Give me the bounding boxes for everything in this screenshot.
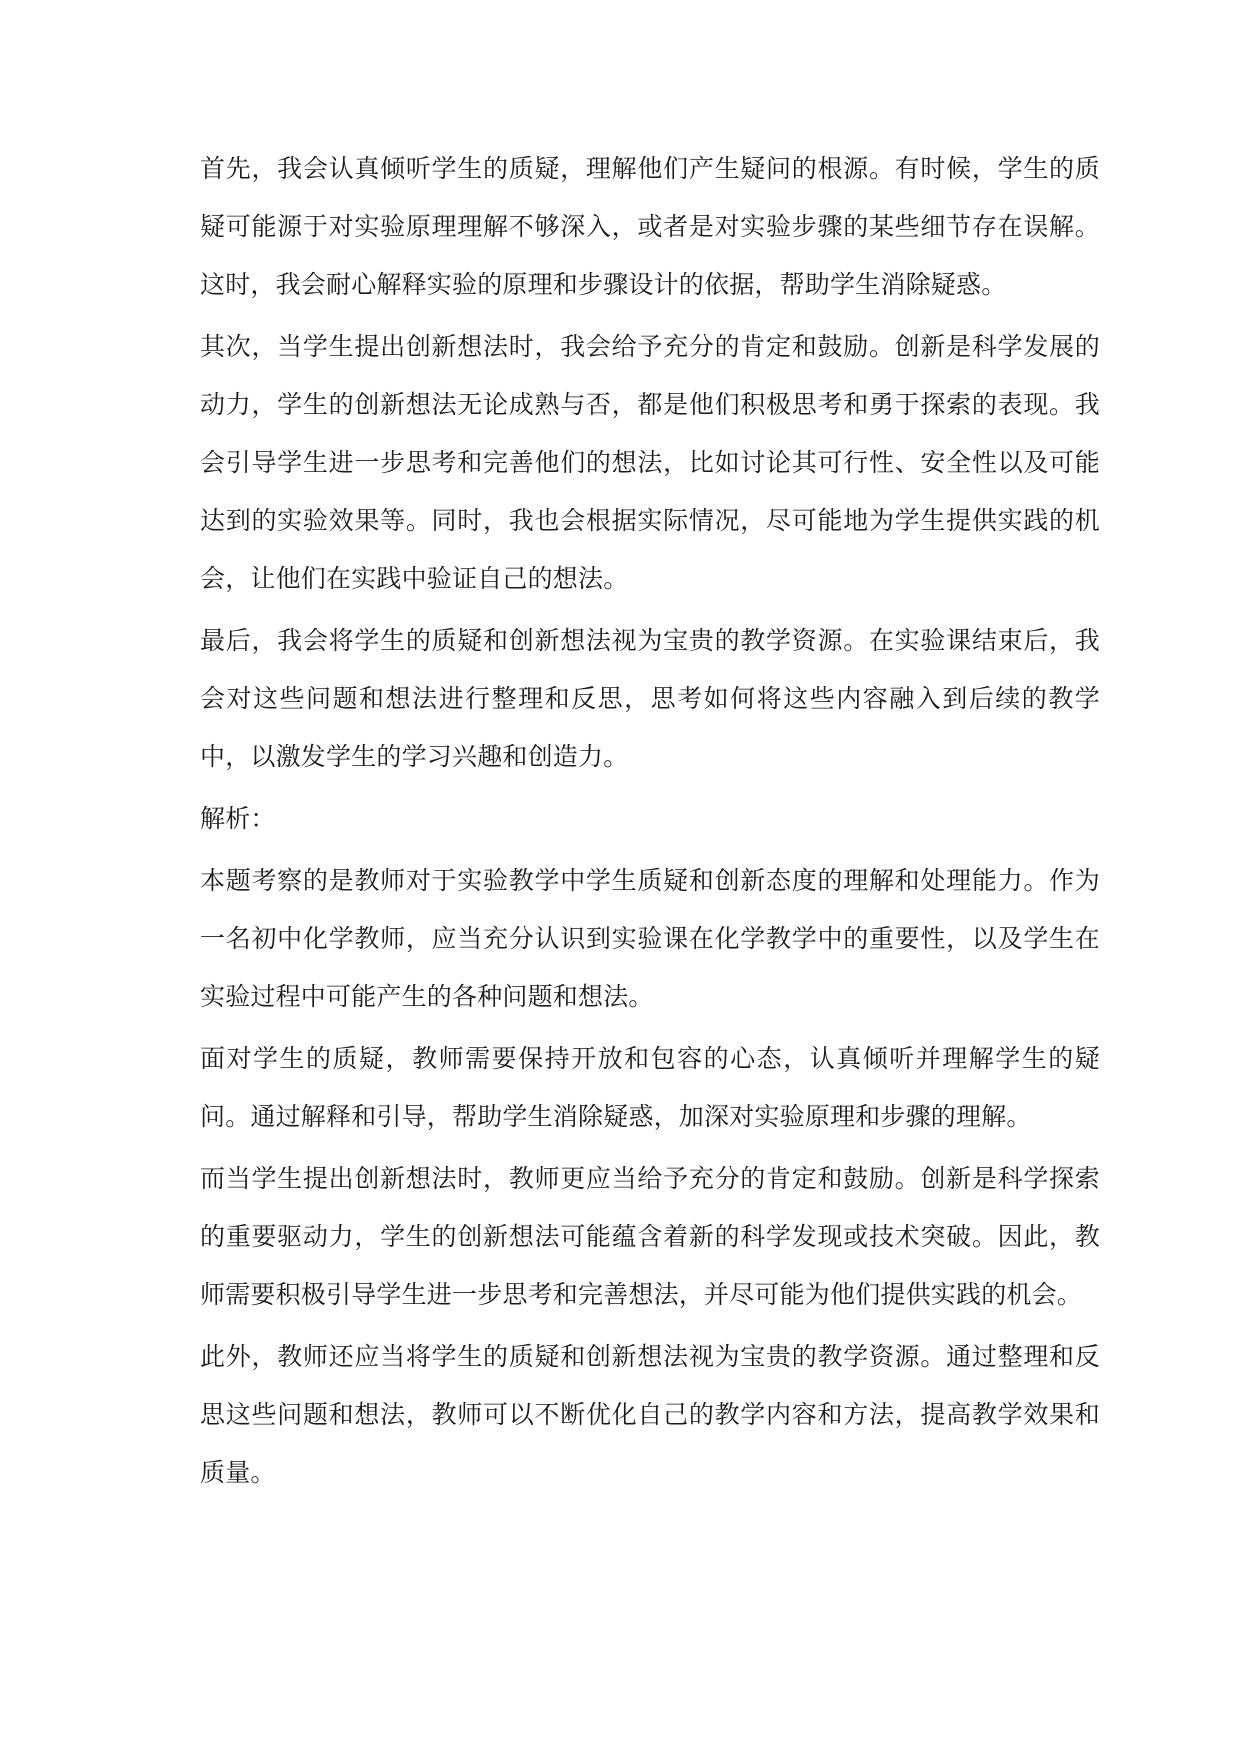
analysis-label: 解析： <box>200 804 276 833</box>
document-body <box>200 140 1100 1506</box>
analysis-paragraph-3: 而当学生提出创新想法时，教师更应当给予充分的肯定和鼓励。创新是科学探索的重要驱动力，学生的创新想法可能蕴含着新的科学发现或技术突破。因此，教师需要积极引导学生进一步思考和完善想法，并尽可能为他们提供实践的机会。 <box>200 1164 1100 1309</box>
answer-paragraph-1: 首先，我会认真倾听学生的质疑，理解他们产生疑问的根源。有时候，学生的质疑可能源于对实验原理理解不够深入，或者是对实验步骤的某些细节存在误解。这时，我会耐心解释实验的原理和步骤设计的依据，帮助学生消除疑惑。 <box>200 154 1100 299</box>
analysis-paragraph-4: 此外，教师还应当将学生的质疑和创新想法视为宝贵的教学资源。通过整理和反思这些问题和想法，教师可以不断优化自己的教学内容和方法，提高教学效果和质量。 <box>200 1342 1100 1487</box>
answer-paragraph-3: 最后，我会将学生的质疑和创新想法视为宝贵的教学资源。在实验课结束后，我会对这些问题和想法进行整理和反思，思考如何将这些内容融入到后续的教学中，以激发学生的学习兴趣和创造力。 <box>200 626 1100 771</box>
answer-paragraph-2: 其次，当学生提出创新想法时，我会给予充分的肯定和鼓励。创新是科学发展的动力，学生的创新想法无论成熟与否，都是他们积极思考和勇于探索的表现。我会引导学生进一步思考和完善他们的想法，比如讨论其可行性、安全性以及可能达到的实验效果等。同时，我也会根据实际情况，尽可能地为学生提供实践的机会，让他们在实践中验证自己的想法。 <box>200 332 1100 593</box>
analysis-paragraph-1: 本题考察的是教师对于实验教学中学生质疑和创新态度的理解和处理能力。作为一名初中化学教师，应当充分认识到实验课在化学教学中的重要性，以及学生在实验过程中可能产生的各种问题和想法。 <box>200 866 1100 1011</box>
analysis-paragraph-2: 面对学生的质疑，教师需要保持开放和包容的心态，认真倾听并理解学生的疑问。通过解释和引导，帮助学生消除疑惑，加深对实验原理和步骤的理解。 <box>200 1044 1100 1131</box>
